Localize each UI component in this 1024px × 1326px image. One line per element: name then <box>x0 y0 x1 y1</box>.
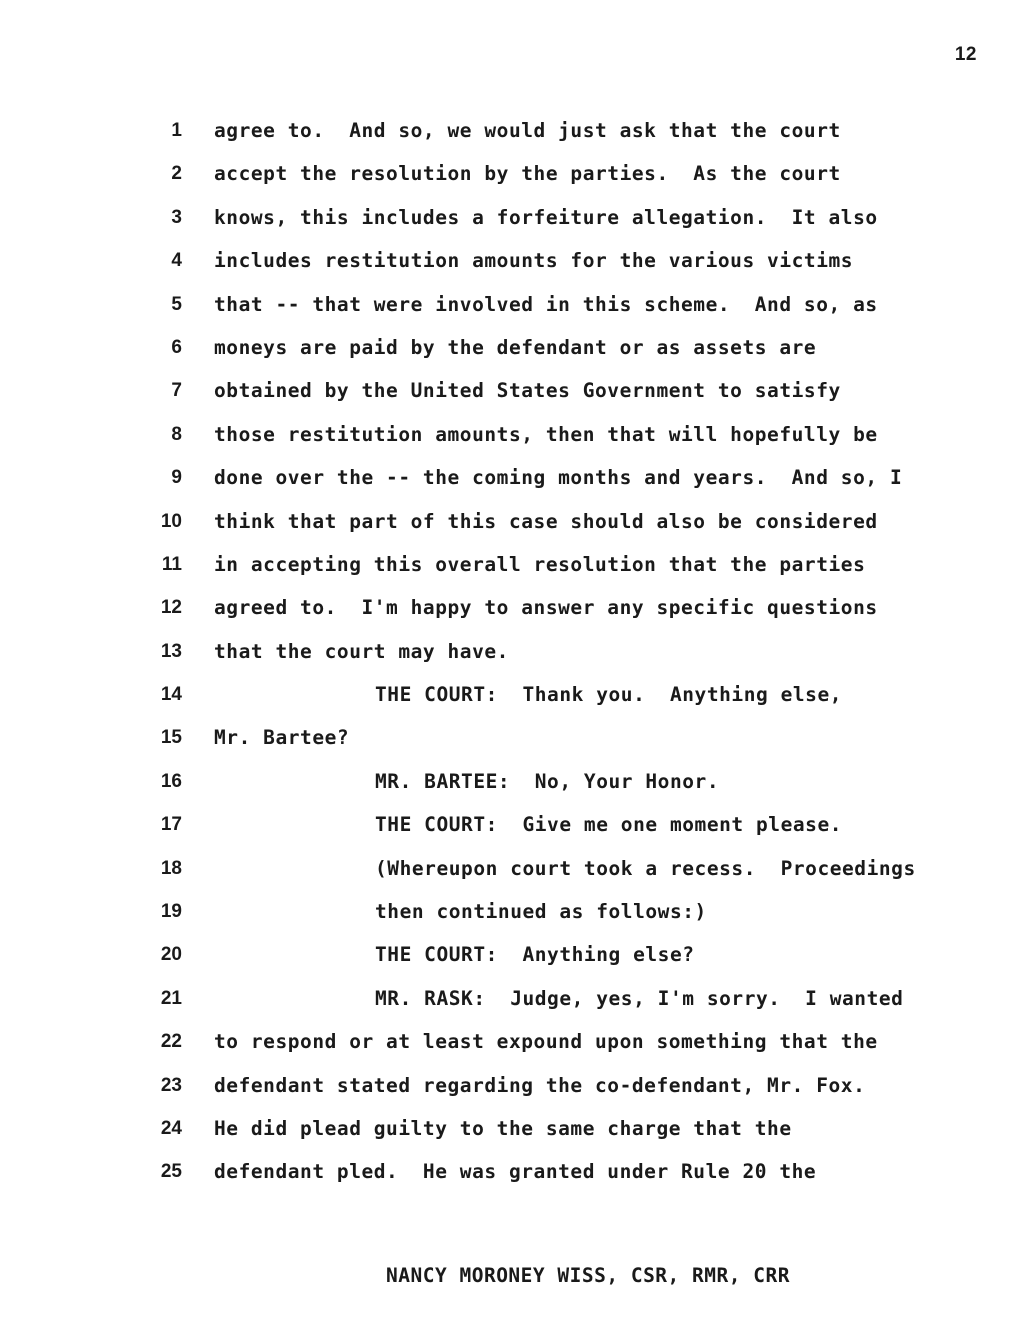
transcript-line <box>0 716 1024 759</box>
line-text: that the court may have. <box>214 639 509 663</box>
transcript-line <box>0 1020 1024 1063</box>
line-text: obtained by the United States Government to satisfy <box>214 379 841 403</box>
transcript-line <box>0 673 1024 716</box>
line-text: MR. RASK: Judge, yes, I'm sorry. I wanted <box>375 986 904 1010</box>
transcript-line <box>0 369 1024 412</box>
transcript-line <box>0 543 1024 586</box>
transcript-line <box>0 500 1024 543</box>
line-number: 2 <box>171 163 182 185</box>
line-number: 15 <box>160 727 182 749</box>
line-text: MR. BARTEE: No, Your Honor. <box>375 769 720 793</box>
line-number: 24 <box>160 1117 182 1139</box>
transcript-line <box>0 239 1024 282</box>
line-text: moneys are paid by the defendant or as assets are <box>214 335 817 359</box>
line-number: 9 <box>171 467 182 489</box>
line-number: 4 <box>171 250 182 272</box>
line-text: accept the resolution by the parties. As the court <box>214 162 841 186</box>
transcript-line <box>0 196 1024 239</box>
line-text: then continued as follows:) <box>375 900 707 924</box>
line-number: 19 <box>160 901 182 923</box>
transcript-line <box>0 1150 1024 1193</box>
line-number: 10 <box>160 510 182 532</box>
line-text: done over the -- the coming months and years. And so, I <box>214 466 903 490</box>
line-text: includes restitution amounts for the various victims <box>214 249 854 273</box>
line-text: (Whereupon court took a recess. Proceedings <box>375 856 916 880</box>
page-number: 12 <box>954 44 977 65</box>
line-number: 11 <box>161 553 182 575</box>
line-text: knows, this includes a forfeiture allegation. It also <box>214 205 878 229</box>
transcript-line <box>0 803 1024 846</box>
line-number: 25 <box>160 1161 182 1183</box>
line-text: He did plead guilty to the same charge that the <box>214 1116 792 1140</box>
transcript-line <box>0 413 1024 456</box>
transcript-line <box>0 890 1024 933</box>
transcript-line <box>0 977 1024 1020</box>
transcript-line <box>0 933 1024 976</box>
transcript-line <box>0 1064 1024 1107</box>
line-number: 23 <box>160 1074 182 1096</box>
transcript-line <box>0 456 1024 499</box>
line-number: 3 <box>171 206 182 228</box>
line-text: THE COURT: Thank you. Anything else, <box>375 683 843 707</box>
line-number: 22 <box>160 1031 182 1053</box>
transcript-line <box>0 760 1024 803</box>
transcript-line <box>0 109 1024 152</box>
transcript-line <box>0 283 1024 326</box>
line-number: 20 <box>160 944 182 966</box>
line-number: 18 <box>160 857 182 879</box>
line-text: in accepting this overall resolution that the parties <box>214 552 866 576</box>
line-number: 1 <box>171 120 182 141</box>
line-text: defendant stated regarding the co-defendant, Mr. Fox. <box>214 1073 866 1097</box>
reporter-footer: NANCY MORONEY WISS, CSR, RMR, CRR <box>386 1264 790 1287</box>
line-text: those restitution amounts, then that will hopefully be <box>214 422 878 446</box>
line-number: 16 <box>160 770 182 792</box>
line-number: 6 <box>171 336 182 358</box>
transcript-line <box>0 326 1024 369</box>
line-text: THE COURT: Anything else? <box>375 943 695 967</box>
line-text: defendant pled. He was granted under Rule 20 the <box>214 1160 817 1184</box>
transcript-line <box>0 847 1024 890</box>
line-number: 17 <box>160 814 182 836</box>
line-number: 14 <box>160 684 182 706</box>
transcript-body <box>0 109 1024 1194</box>
line-text: THE COURT: Give me one moment please. <box>375 813 843 837</box>
line-number: 8 <box>171 423 182 445</box>
line-text: Mr. Bartee? <box>214 726 350 750</box>
line-number: 7 <box>171 380 182 402</box>
transcript-line <box>0 1107 1024 1150</box>
line-text: agree to. And so, we would just ask that the court <box>214 119 841 142</box>
line-number: 13 <box>160 640 182 662</box>
line-number: 5 <box>171 293 182 315</box>
transcript-line <box>0 586 1024 629</box>
line-text: agreed to. I'm happy to answer any specific questions <box>214 596 878 620</box>
transcript-line <box>0 152 1024 195</box>
line-text: think that part of this case should also be considered <box>214 509 878 533</box>
line-text: to respond or at least expound upon something that the <box>214 1030 878 1054</box>
line-number: 21 <box>160 987 182 1009</box>
line-text: that -- that were involved in this scheme. And so, as <box>214 292 878 316</box>
line-number: 12 <box>160 597 182 619</box>
transcript-line <box>0 630 1024 673</box>
